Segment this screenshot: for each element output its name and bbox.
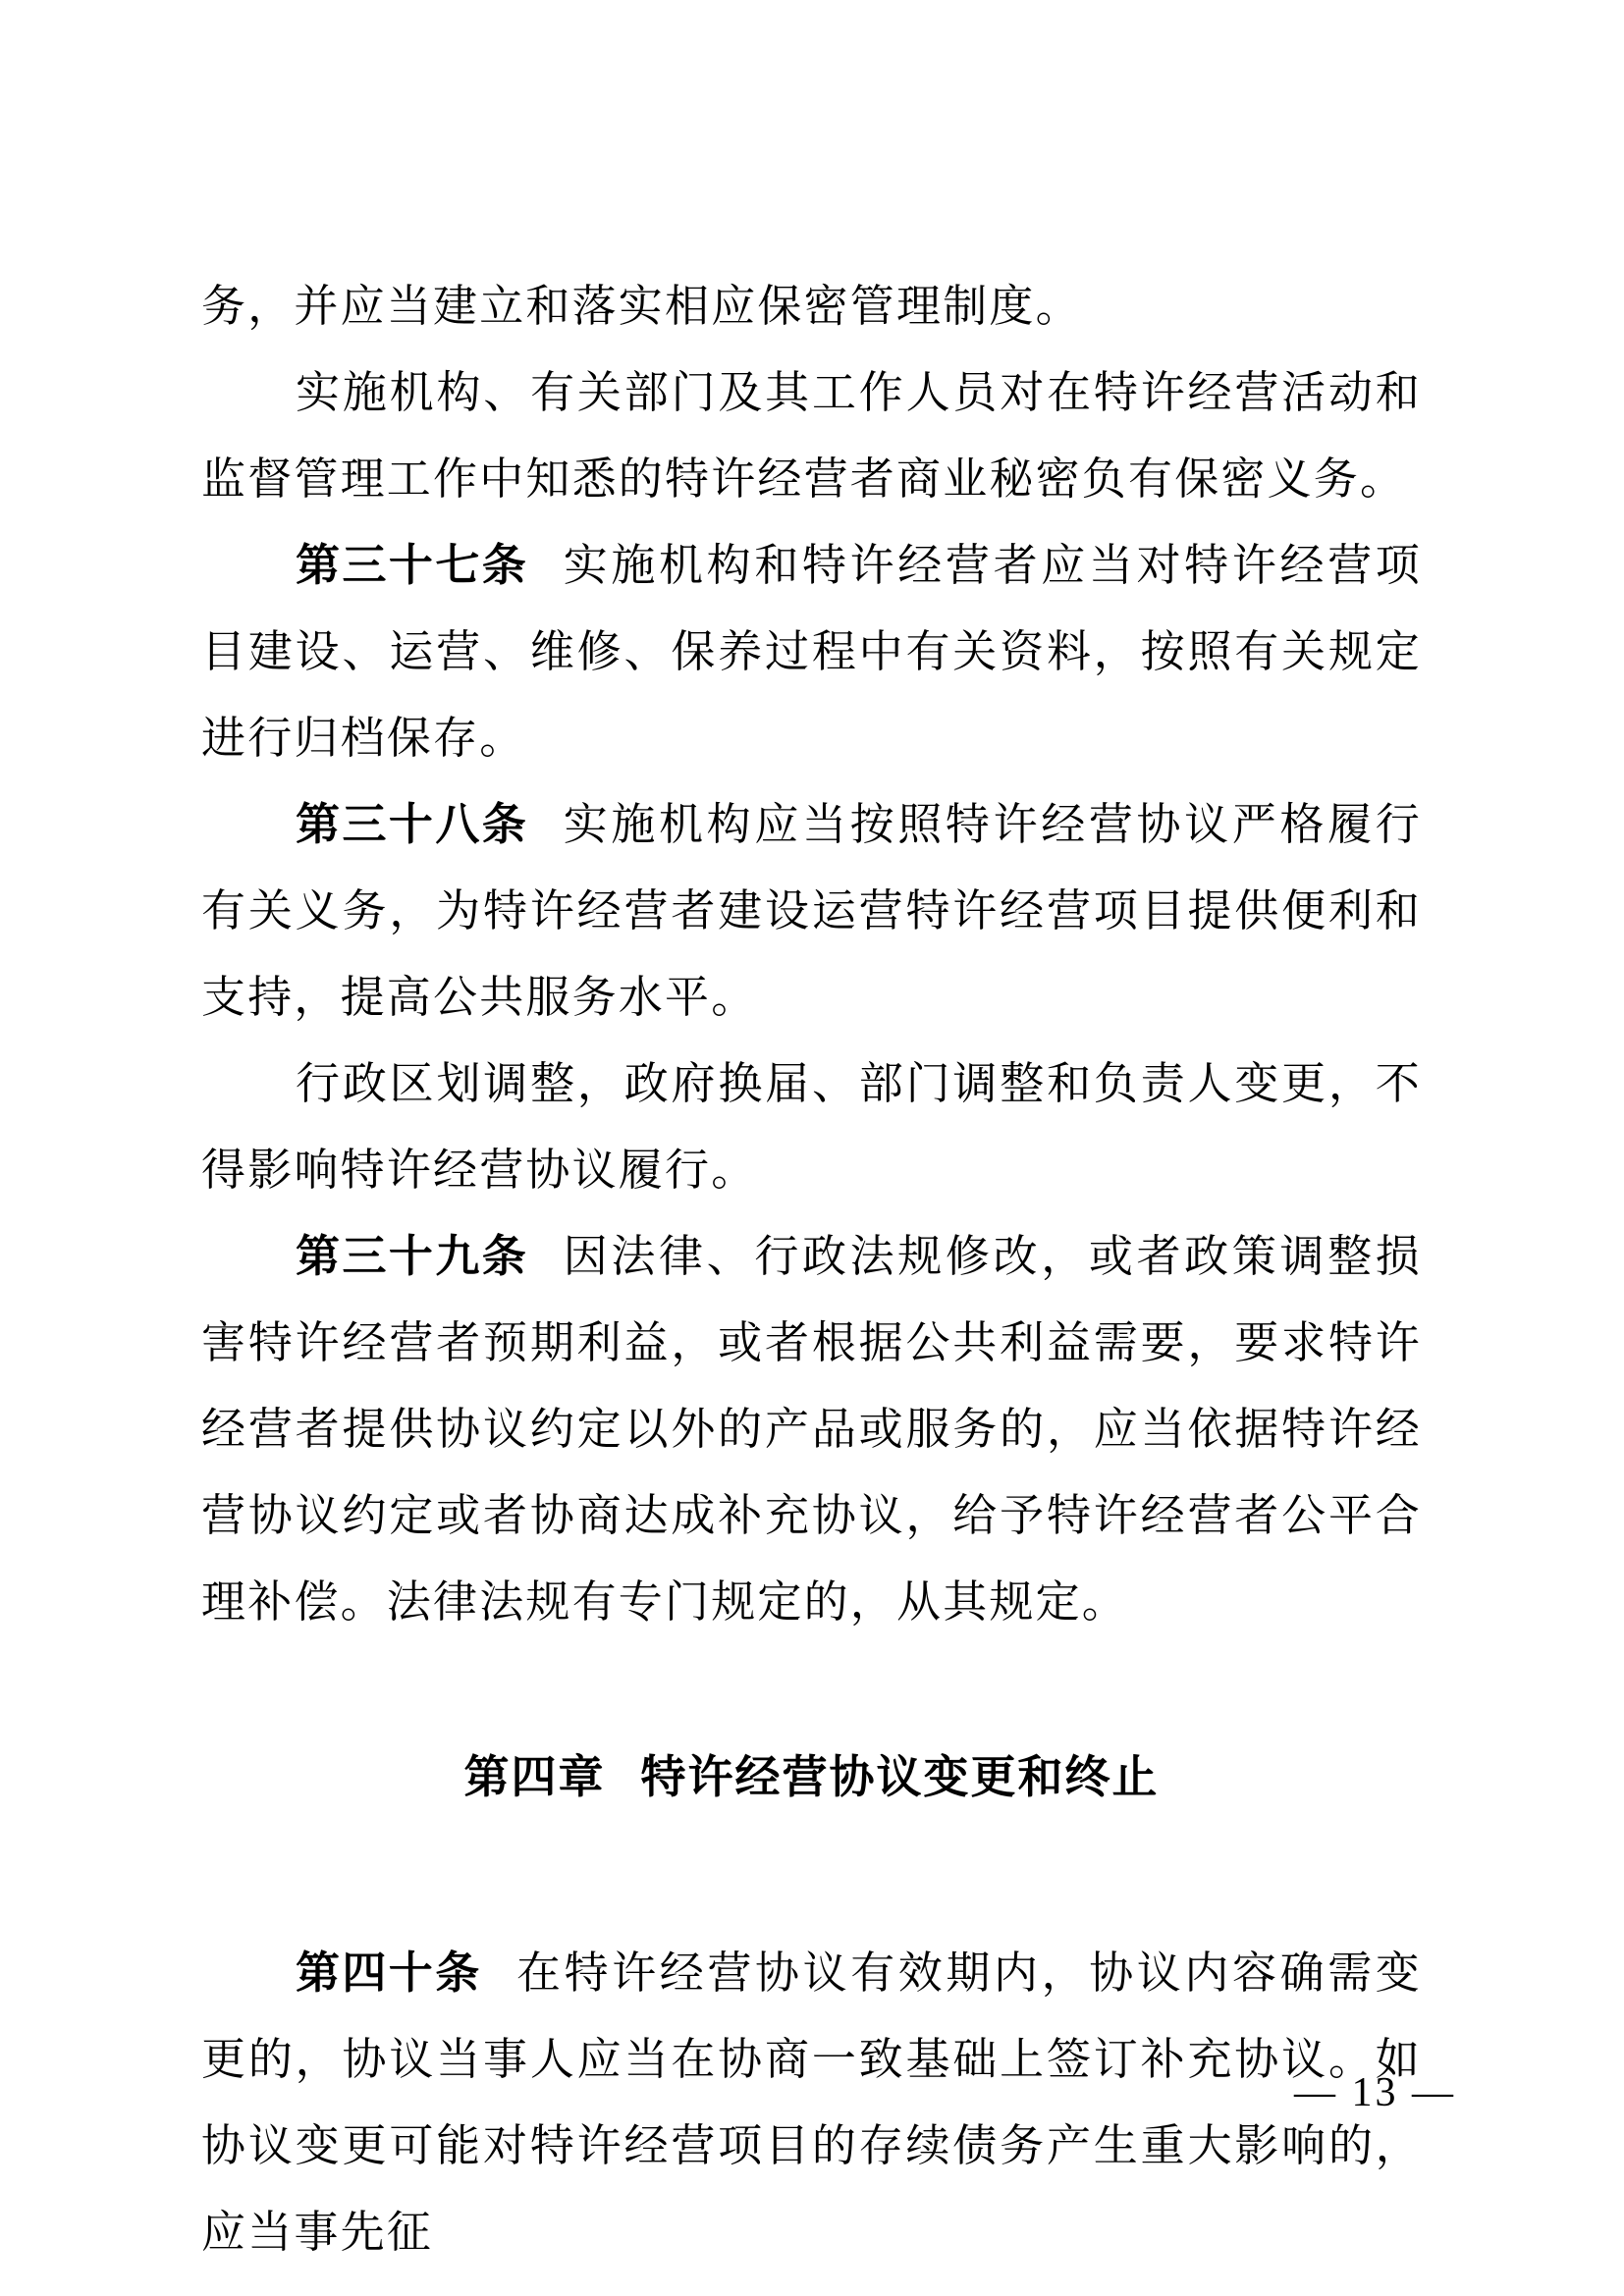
paragraph-article-37	[201, 522, 1422, 781]
paragraph-text: 实施机构和特许经营者应当对特许经营项目建设、运营、维修、保养过程中有关资料，按照有关规定进行归档保存。	[201, 541, 1422, 763]
chapter-heading-spacer-bottom	[201, 1820, 1422, 1930]
chapter-title: 特许经营协议变更和终止	[640, 1751, 1160, 1802]
paragraph-continued-secrecy	[201, 263, 1422, 349]
article-marker-39: 第三十九条	[296, 1231, 529, 1281]
page-content-column	[201, 263, 1422, 2275]
page-number: — 13 —	[1294, 2070, 1456, 2115]
article-marker-37: 第三十七条	[296, 540, 529, 590]
article-marker-40: 第四十条	[296, 1948, 482, 1998]
chapter-number: 第四章	[463, 1751, 606, 1802]
paragraph-article-38	[201, 781, 1422, 1041]
chapter-heading-spacer-top	[201, 1645, 1422, 1734]
paragraph-text: 因法律、行政法规修改，或者政策调整损害特许经营者预期利益，或者根据公共利益需要，要求特许经营者提供协议约定以外的产品或服务的，应当依据特许经营协议约定或者协商达成补充协议，给予特许经营者公平合理补偿。法律法规有专门规定的，从其规定。	[201, 1232, 1422, 1627]
paragraph-text: 在特许经营协议有效期内，协议内容确需变更的，协议当事人应当在协商一致基础上签订补充协议。如协议变更可能对特许经营项目的存续债务产生重大影响的，应当事先征	[201, 1949, 1422, 2257]
paragraph-article-39	[201, 1213, 1422, 1645]
paragraph-text: 行政区划调整，政府换届、部门调整和负责人变更，不得影响特许经营协议履行。	[201, 1059, 1422, 1195]
paragraph-text: 务，并应当建立和落实相应保密管理制度。	[201, 282, 1082, 331]
paragraph-article-38-clause-2	[201, 1041, 1422, 1213]
article-marker-38: 第三十八条	[296, 799, 529, 849]
chapter-heading	[201, 1734, 1422, 1820]
paragraph-text: 实施机构、有关部门及其工作人员对在特许经营活动和监督管理工作中知悉的特许经营者商业秘密负有保密义务。	[201, 368, 1422, 504]
paragraph-text: 实施机构应当按照特许经营协议严格履行有关义务，为特许经营者建设运营特许经营项目提供便利和支持，提高公共服务水平。	[201, 800, 1422, 1022]
paragraph-confidentiality-duty	[201, 349, 1422, 522]
